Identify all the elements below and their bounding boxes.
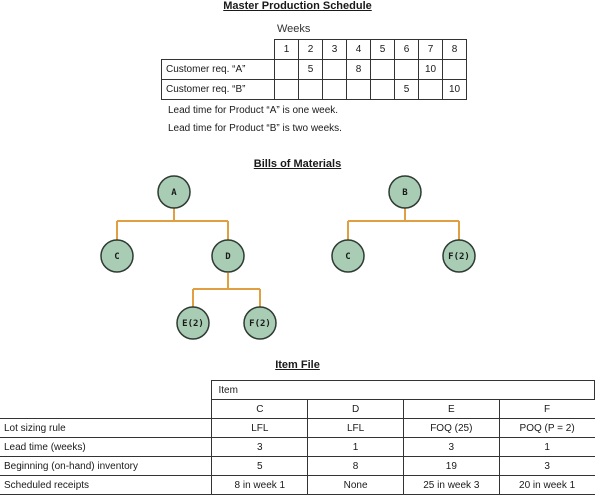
item-file-title: Item File [275, 359, 320, 371]
item-cell: 3 [212, 438, 308, 457]
item-row-label: Beginning (on-hand) inventory [0, 457, 212, 476]
mps-cell: 5 [395, 80, 419, 100]
item-row-label: Lead time (weeks) [0, 438, 212, 457]
item-cell: 5 [212, 457, 308, 476]
item-cell: POQ (P = 2) [499, 419, 594, 438]
mps-title: Master Production Schedule [223, 0, 372, 12]
mps-week-header: 6 [395, 40, 419, 60]
table-row [0, 419, 595, 438]
item-cell: 3 [403, 438, 499, 457]
item-row-label: Scheduled receipts [0, 476, 212, 495]
bom-node-label: F(2) [448, 252, 470, 262]
bom-node-label: E(2) [182, 319, 204, 329]
item-corner [0, 400, 212, 419]
table-row [0, 438, 595, 457]
mps-row-label: Customer req. “A” [162, 60, 275, 80]
item-corner [0, 381, 212, 400]
bom-node-label: A [171, 188, 177, 198]
item-column-header: F [499, 400, 594, 419]
mps-row-label: Customer req. “B” [162, 80, 275, 100]
mps-week-header: 2 [299, 40, 323, 60]
item-cell: LFL [212, 419, 308, 438]
item-cell: 20 in week 1 [499, 476, 594, 495]
table-row [0, 457, 595, 476]
mps-cell: 8 [347, 60, 371, 80]
item-cell: FOQ (25) [403, 419, 499, 438]
item-cell: 1 [308, 438, 404, 457]
item-cell: 3 [499, 457, 594, 476]
item-cell: 1 [499, 438, 594, 457]
mps-week-header: 7 [419, 40, 443, 60]
mps-week-header: 1 [275, 40, 299, 60]
item-row-label: Lot sizing rule [0, 419, 212, 438]
bom-node-label: C [114, 252, 120, 262]
item-file-table [0, 380, 595, 495]
table-row [0, 476, 595, 495]
bom-node-label: B [402, 188, 408, 198]
item-column-row [0, 400, 595, 419]
item-cell: 19 [403, 457, 499, 476]
lead-time-note-a: Lead time for Product “A” is one week. [168, 105, 339, 116]
mps-cell: 10 [443, 80, 467, 100]
mps-week-header: 5 [371, 40, 395, 60]
item-column-header: E [403, 400, 499, 419]
lead-time-note-b: Lead time for Product “B” is two weeks. [168, 123, 342, 134]
mps-week-header: 3 [323, 40, 347, 60]
bom-title: Bills of Materials [253, 158, 342, 170]
item-cell: 25 in week 3 [403, 476, 499, 495]
item-cell: LFL [308, 419, 404, 438]
mps-cell: 5 [299, 60, 323, 80]
item-cell: 8 in week 1 [212, 476, 308, 495]
bom-node-label: C [345, 252, 351, 262]
item-cell: 8 [308, 457, 404, 476]
mps-week-header: 8 [443, 40, 467, 60]
item-column-header: C [212, 400, 308, 419]
item-group-row [0, 381, 595, 400]
item-column-header: D [308, 400, 404, 419]
item-group-header: Item [212, 381, 595, 400]
mps-week-header: 4 [347, 40, 371, 60]
mps-cell: 10 [419, 60, 443, 80]
bom-node-label: D [225, 252, 231, 262]
item-cell: None [308, 476, 404, 495]
weeks-label: Weeks [277, 23, 311, 35]
bom-node-label: F(2) [249, 319, 271, 329]
